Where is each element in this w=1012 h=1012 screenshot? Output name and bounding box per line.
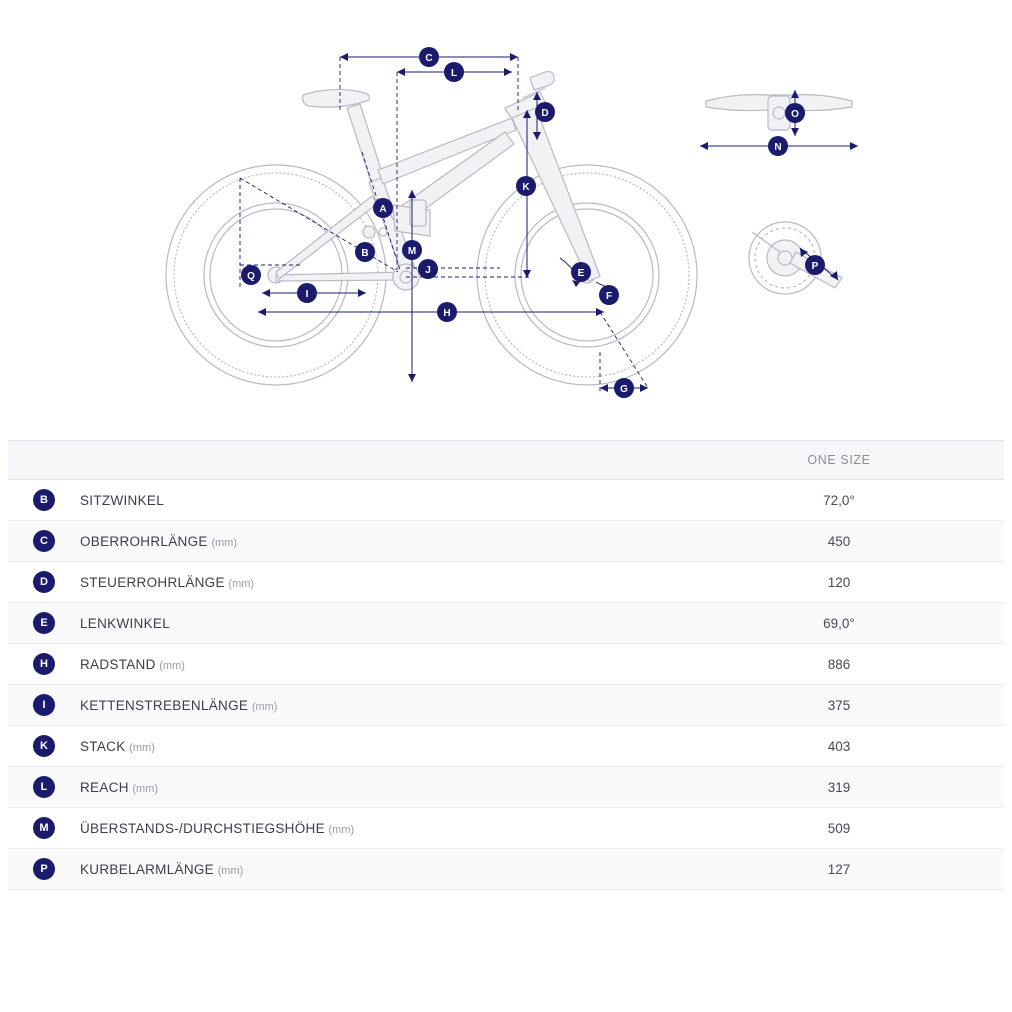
table-row xyxy=(8,480,1004,521)
row-label-cell xyxy=(80,521,674,562)
row-label: SITZWINKEL xyxy=(80,492,165,508)
marker-I xyxy=(297,283,317,303)
marker-P xyxy=(805,255,825,275)
row-value: 450 xyxy=(827,533,851,549)
row-label: OBERROHRLÄNGE xyxy=(80,533,208,549)
row-unit: (mm) xyxy=(328,823,355,836)
badge-marker: I xyxy=(33,694,55,716)
table-row xyxy=(8,726,1004,767)
marker-D xyxy=(535,102,555,122)
row-value: 886 xyxy=(827,656,851,672)
bike-geometry-diagram xyxy=(0,0,1012,430)
row-label-cell xyxy=(80,849,674,890)
row-unit: (mm) xyxy=(217,864,244,877)
row-label: LENKWINKEL xyxy=(80,615,171,631)
row-label: STEUERROHRLÄNGE xyxy=(80,574,225,590)
badge-marker: D xyxy=(33,571,55,593)
row-label-cell xyxy=(80,685,674,726)
diagram-svg xyxy=(0,0,1012,430)
marker-G xyxy=(614,378,634,398)
row-value: 509 xyxy=(827,820,851,836)
marker-N xyxy=(768,136,788,156)
row-unit: (mm) xyxy=(132,782,159,795)
row-badge-cell xyxy=(8,480,80,521)
svg-text:K: K xyxy=(522,182,530,193)
svg-text:O: O xyxy=(791,109,799,120)
row-unit: (mm) xyxy=(251,700,278,713)
row-label-cell xyxy=(80,726,674,767)
svg-text:M: M xyxy=(407,246,417,257)
row-label: KETTENSTREBENLÄNGE xyxy=(80,697,249,713)
badge-marker: C xyxy=(33,530,55,552)
svg-text:A: A xyxy=(379,204,387,215)
table-row xyxy=(8,603,1004,644)
table-row xyxy=(8,562,1004,603)
row-label-cell xyxy=(80,767,674,808)
badge-marker: E xyxy=(33,612,55,634)
svg-text:Q: Q xyxy=(247,271,255,282)
svg-text:D: D xyxy=(541,108,549,119)
row-label: ÜBERSTANDS-/DURCHSTIEGSHÖHE xyxy=(80,820,325,836)
badge-marker: B xyxy=(33,489,55,511)
marker-E xyxy=(571,262,591,282)
marker-M xyxy=(402,240,422,260)
svg-text:J: J xyxy=(425,265,431,276)
table-row xyxy=(8,849,1004,890)
row-label: REACH xyxy=(80,779,129,795)
row-unit: (mm) xyxy=(129,741,155,754)
row-badge-cell xyxy=(8,644,80,685)
badge-marker: L xyxy=(33,776,55,798)
row-badge-cell xyxy=(8,849,80,890)
row-badge-cell xyxy=(8,767,80,808)
header-size-col: ONE SIZE xyxy=(674,441,1004,480)
svg-text:P: P xyxy=(811,261,819,272)
svg-text:L: L xyxy=(450,68,458,79)
row-value: 69,0° xyxy=(823,615,855,631)
handlebar-top-view xyxy=(706,95,852,130)
row-unit: (mm) xyxy=(159,659,185,672)
row-badge-cell xyxy=(8,521,80,562)
table-body xyxy=(8,480,1004,890)
badge-marker: M xyxy=(33,817,55,839)
svg-text:N: N xyxy=(774,142,782,153)
marker-K xyxy=(516,176,536,196)
row-value: 319 xyxy=(827,779,851,795)
header-label-col xyxy=(80,441,674,480)
row-value: 127 xyxy=(827,861,851,877)
badge-marker: P xyxy=(33,858,55,880)
row-value: 72,0° xyxy=(823,492,855,508)
table-head xyxy=(8,441,1004,480)
row-value: 120 xyxy=(827,574,851,590)
badge-marker: K xyxy=(33,735,55,757)
table-header-row xyxy=(8,441,1004,480)
row-unit: (mm) xyxy=(228,577,255,590)
table-row xyxy=(8,685,1004,726)
svg-text:H: H xyxy=(443,308,451,319)
row-value: 375 xyxy=(827,697,851,713)
marker-Q xyxy=(241,265,261,285)
table-row xyxy=(8,767,1004,808)
geometry-spec-table xyxy=(8,440,1004,890)
marker-A xyxy=(373,198,393,218)
marker-B xyxy=(355,242,375,262)
svg-text:C: C xyxy=(425,53,433,64)
row-badge-cell xyxy=(8,562,80,603)
row-badge-cell xyxy=(8,603,80,644)
table-row xyxy=(8,808,1004,849)
row-label-cell xyxy=(80,644,674,685)
svg-text:G: G xyxy=(620,384,628,395)
crankset-view xyxy=(749,222,842,294)
row-label-cell xyxy=(80,603,674,644)
row-badge-cell xyxy=(8,726,80,767)
table-row xyxy=(8,644,1004,685)
row-label: KURBELARMLÄNGE xyxy=(80,861,214,877)
svg-text:F: F xyxy=(605,291,613,302)
row-badge-cell xyxy=(8,808,80,849)
row-label-cell xyxy=(80,808,674,849)
row-unit: (mm) xyxy=(211,536,237,549)
badge-marker: H xyxy=(33,653,55,675)
marker-L xyxy=(444,62,464,82)
table-row xyxy=(8,521,1004,562)
marker-F xyxy=(599,285,619,305)
row-label: RADSTAND xyxy=(80,656,156,672)
marker-C xyxy=(419,47,439,67)
marker-H xyxy=(437,302,457,322)
row-label-cell xyxy=(80,480,674,521)
row-value: 403 xyxy=(827,738,851,754)
svg-text:E: E xyxy=(577,268,585,279)
svg-text:B: B xyxy=(361,248,369,259)
marker-O xyxy=(785,103,805,123)
row-badge-cell xyxy=(8,685,80,726)
header-badge-col xyxy=(8,441,80,480)
svg-text:I: I xyxy=(305,289,309,300)
marker-J xyxy=(418,259,438,279)
row-label: STACK xyxy=(80,738,126,754)
row-label-cell xyxy=(80,562,674,603)
